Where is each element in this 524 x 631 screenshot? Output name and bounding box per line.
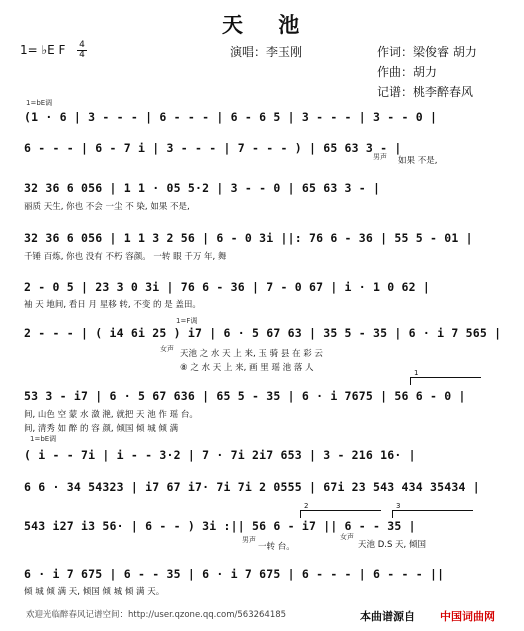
lyric-line: 间, 清秀 如 醉 的 容 颜, 倾国 倾 城 倾 满: [24, 424, 179, 434]
notation-line: 32 36 6 056 | 1 1 3 2 56 | 6 - 0 3i ||: 76 6 - 36 | 55 5 - 01 |: [24, 231, 473, 245]
voice-mark: 女声: [340, 533, 354, 541]
composer-credit: 作曲：胡力: [377, 65, 438, 79]
singer-credit: 演唱：李玉刚: [230, 45, 303, 59]
lyric-line: 倾 城 倾 满 天, 倾国 倾 城 倾 满 天。: [24, 587, 165, 597]
volta-bracket: 1: [410, 377, 481, 385]
site-name: 中国词曲网: [440, 610, 495, 623]
key-signature: 1= ♭E F: [20, 43, 66, 57]
voice-mark: 女声: [160, 345, 174, 353]
lyric-line: 天池 之 水 天 上 来, 玉 骑 县 在 彩 云: [180, 349, 323, 359]
notation-line: 543 i27 i3 56· | 6 - - ) 3i :|| 56 6 - i7 || 6 - - 35 |: [24, 519, 416, 533]
notation-line: 2 - 0 5 | 23 3 0 3i | 76 6 - 36 | 7 - 0 67 | i · 1 0 62 |: [24, 280, 431, 294]
notation-line: 2 - - - | ( i4 6i 25 ) i7 | 6 · 5 67 63 | 35 5 - 35 | 6 · i 7 565 |: [24, 326, 502, 340]
lyricist-credit: 作词：梁俊睿 胡力: [377, 45, 477, 59]
key-change-mark: 1=bE调: [26, 99, 53, 107]
lyric-line: 间, 山色 空 蒙 水 潋 滟, 就把 天 池 作 瑶 台。: [24, 410, 198, 420]
welcome-text: 欢迎光临醉春风记谱空间：http://user.qzone.qq.com/563264185: [26, 610, 287, 620]
notation-line: 6 6 · 34 54323 | i7 67 i7· 7i 7i 2 0555 | 67i 23 543 434 35434 |: [24, 480, 480, 494]
notation-line: (1 · 6 | 3 - - - | 6 - - - | 6 - 6 5 | 3 - - - | 3 - - 0 |: [24, 110, 438, 124]
voice-mark: 男声: [242, 536, 256, 544]
notation-line: 53 3 - i7 | 6 · 5 67 636 | 65 5 - 35 | 6 · i 7675 | 56 6 - 0 |: [24, 389, 466, 403]
volta-bracket: 3: [392, 510, 473, 518]
lyric-line: 如果 不是,: [398, 156, 438, 166]
notation-line: ( i - - 7i | i - - 3·2 | 7 · 7i 2i7 653 | 3 - 216 16· |: [24, 448, 416, 462]
voice-mark: 男声: [373, 153, 387, 161]
notation-line: 6 - - - | 6 - 7 i | 3 - - - | 7 - - - ) | 65 63 3 - |: [24, 141, 402, 155]
lyric-line: ⑧ 之 水 天 上 来, 画 里 瑶 池 落 人: [180, 363, 314, 373]
transcriber-credit: 记谱：桃李醉春风: [377, 85, 474, 99]
lyric-line: 袖 天 地间, 看日 月 星移 转, 不变 的 是 盖田。: [24, 300, 201, 310]
time-signature: [77, 41, 87, 60]
key-change-mark: 1=F调: [176, 317, 198, 325]
meter-top: 4: [79, 40, 85, 50]
notation-line: 6 · i 7 675 | 6 - - 35 | 6 · i 7 675 | 6 - - - | 6 - - - ||: [24, 567, 445, 581]
lyric-line: 千锤 百炼, 你也 没有 不朽 容颜。 一转 眼 千万 年, 舞: [24, 252, 227, 262]
lyric-line: 天池 D.S 天, 倾国: [358, 540, 426, 550]
key-change-mark: 1=bE调: [30, 435, 57, 443]
notation-line: 32 36 6 056 | 1 1 · 05 5·2 | 3 - - 0 | 65 63 3 - |: [24, 181, 381, 195]
song-title: 天 池: [222, 12, 314, 37]
lyric-line: 一转 台。: [258, 542, 295, 552]
lyric-line: 丽质 天生, 你也 不会 一尘 不 染, 如果 不是,: [24, 202, 190, 212]
volta-bracket: 2: [300, 510, 381, 518]
meter-bottom: 4: [77, 50, 87, 60]
source-label: 本曲谱源自: [360, 610, 415, 623]
